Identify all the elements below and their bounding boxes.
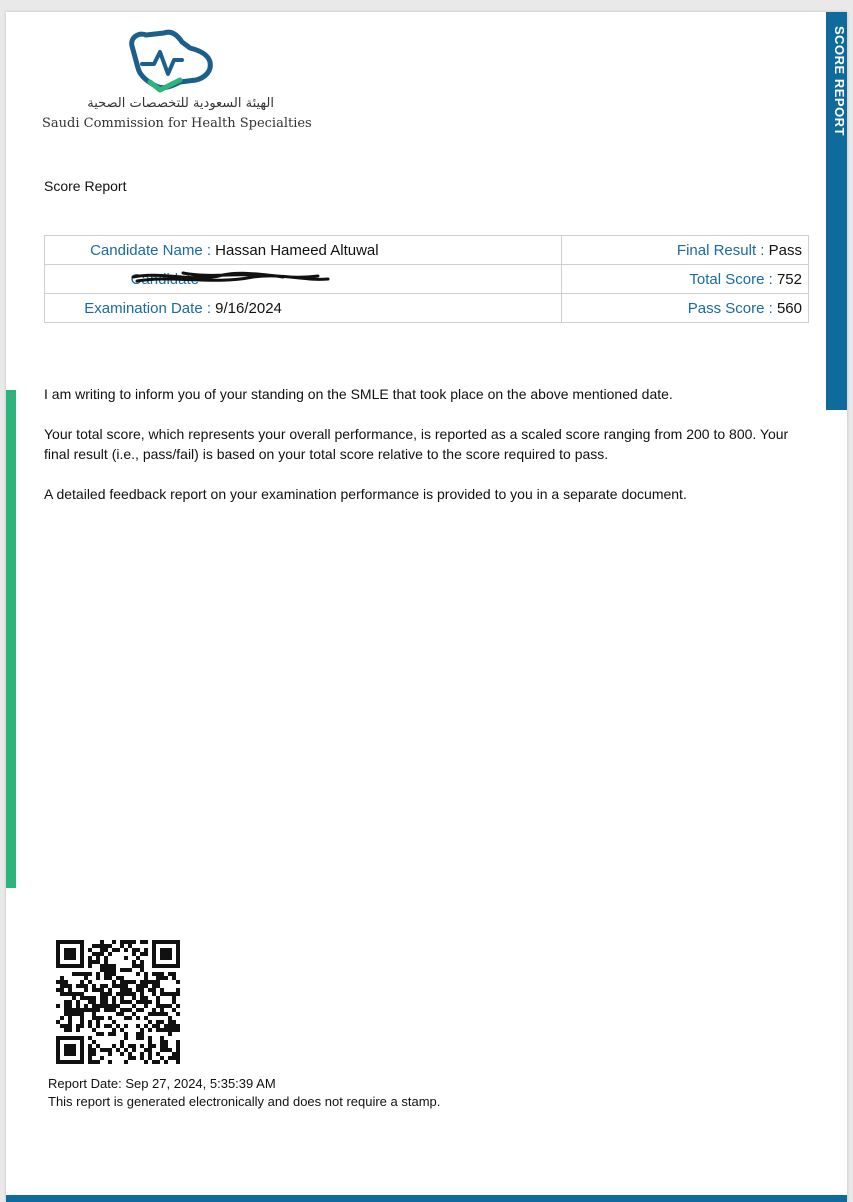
final-result-value: Pass	[768, 241, 802, 259]
candidate-id-cell	[45, 265, 562, 294]
candidate-name-cell	[45, 236, 562, 265]
body-paragraph-3: A detailed feedback report on your examination performance is provided to you in a separate document.	[44, 486, 687, 502]
candidate-info-table	[44, 235, 809, 323]
org-name-english: Saudi Commission for Health Specialties	[42, 116, 312, 131]
table-row	[45, 236, 809, 265]
table-row	[45, 294, 809, 323]
total-score-cell	[562, 265, 809, 294]
report-footer	[48, 1075, 440, 1111]
pass-score-cell	[562, 294, 809, 323]
exam-date-cell	[45, 294, 562, 323]
pass-score-label: Pass Score :	[687, 299, 773, 317]
report-date: Report Date: Sep 27, 2024, 5:35:39 AM	[48, 1076, 276, 1091]
candidate-id-label: Candidate	[130, 270, 199, 288]
body-paragraph-1: I am writing to inform you of your standing on the SMLE that took place on the above mentioned date.	[44, 386, 673, 402]
qr-code-icon	[56, 940, 180, 1069]
report-body	[44, 384, 804, 524]
table-row	[45, 265, 809, 294]
green-accent-bar	[6, 390, 16, 888]
exam-date-label: Examination Date :	[84, 299, 211, 317]
pass-score-value: 560	[776, 299, 802, 317]
electronic-note: This report is generated electronically and does not require a stamp.	[48, 1094, 441, 1109]
scribble-redaction-icon	[123, 267, 333, 289]
final-result-cell	[562, 236, 809, 265]
final-result-label: Final Result :	[676, 241, 765, 259]
total-score-value: 752	[776, 270, 802, 288]
candidate-id-label-wrap	[51, 271, 199, 288]
report-page	[6, 12, 847, 1202]
redacted-candidate-id	[131, 271, 199, 288]
side-tab-label: SCORE REPORT	[832, 26, 847, 137]
scfhs-logo-icon	[120, 26, 216, 96]
body-paragraph-2: Your total score, which represents your overall performance, is reported as a scaled score ranging from 200 to 800. Your final result (i.e., pass/fail) is based on your total score relative to the score required to pass.	[44, 426, 789, 462]
total-score-label: Total Score :	[689, 270, 773, 288]
org-name-arabic: الهيئة السعودية للتخصصات الصحية	[87, 96, 274, 111]
candidate-name-value: Hassan Hameed Altuwal	[215, 241, 379, 259]
candidate-name-label: Candidate Name :	[90, 241, 211, 259]
bottom-bar	[6, 1195, 847, 1202]
document-title: Score Report	[44, 178, 127, 194]
exam-date-value: 9/16/2024	[215, 299, 282, 317]
